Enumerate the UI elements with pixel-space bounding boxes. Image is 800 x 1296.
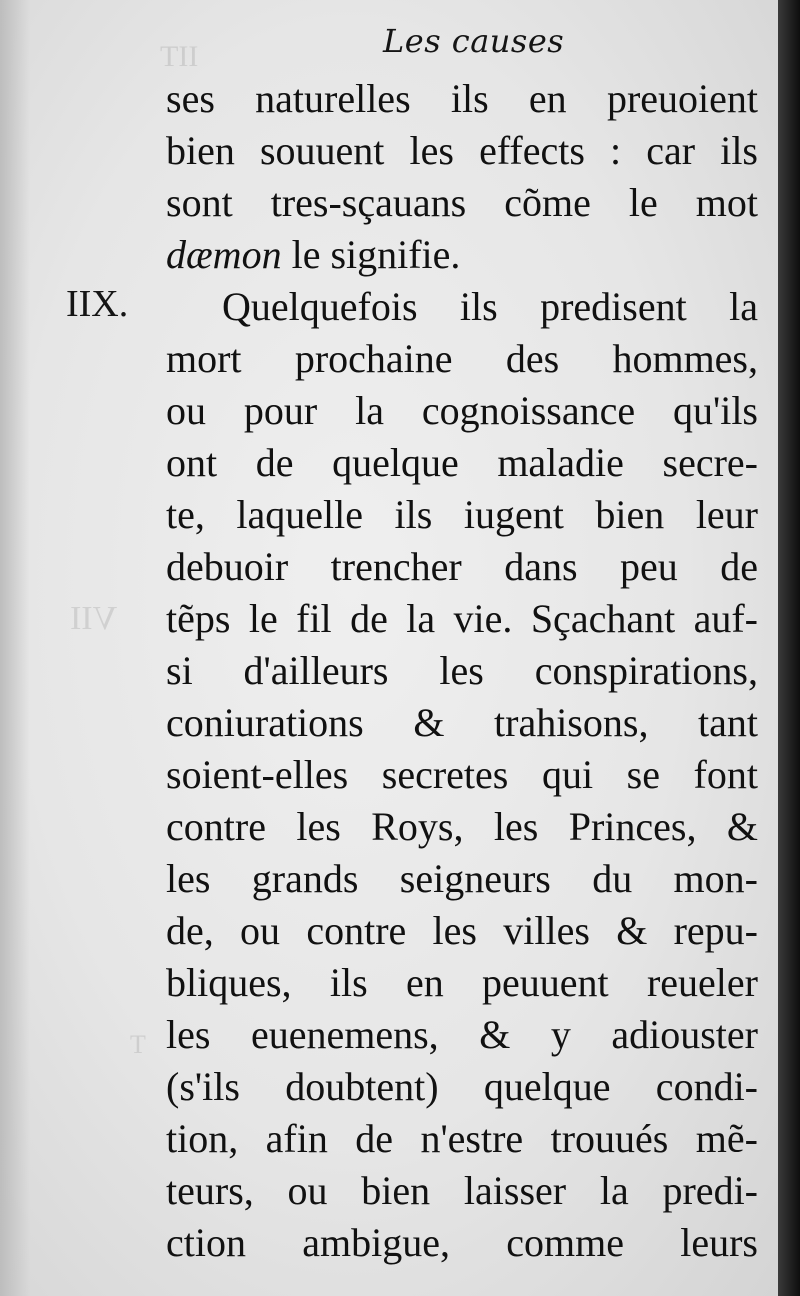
text-line: de, ou contre les villes & repu-: [166, 908, 758, 953]
text-line: bliques, ils en peuuent reueler: [166, 960, 758, 1005]
text-line: tẽps le fil de la vie. Sçachant auf-: [166, 596, 758, 641]
text-line: les grands seigneurs du mon-: [166, 856, 758, 901]
text-line: ont de quelque maladie secre-: [166, 440, 758, 485]
text-line: coniurations & trahisons, tant: [166, 700, 758, 745]
text-line-rest: le signifie.: [291, 232, 461, 277]
text-line: bien souuent les effects : car ils: [166, 128, 758, 173]
text-line: contre les Roys, les Princes, &: [166, 804, 758, 849]
text-line: les euenemens, & y adiouster: [166, 1012, 758, 1057]
italic-word: dæmon: [166, 232, 282, 277]
text-line: teurs, ou bien laisser la predi-: [166, 1168, 758, 1213]
text-line: Quelquefois ils predisent la: [222, 284, 758, 329]
show-through-text: IIT: [160, 40, 199, 73]
text-line: te, laquelle ils iugent bien leur: [166, 492, 758, 537]
text-line: si d'ailleurs les conspirations,: [166, 648, 758, 693]
text-line: soient-elles secretes qui se font: [166, 752, 758, 797]
page-gutter-shadow: [0, 0, 30, 1296]
text-line: ses naturelles ils en preuoient: [166, 76, 758, 121]
text-line: mort prochaine des hommes,: [166, 336, 758, 381]
show-through-text: VII: [70, 600, 118, 637]
show-through-text: T: [130, 1030, 146, 1059]
text-line: ction ambigue, comme leurs: [166, 1220, 758, 1265]
text-line: (s'ils doubtent) quelque condi-: [166, 1064, 758, 1109]
text-line: sont tres-sçauans cõme le mot: [166, 180, 758, 225]
running-head: Les causes: [383, 22, 565, 60]
text-line: ou pour la cognoissance qu'ils: [166, 388, 758, 433]
book-binding-edge: [778, 0, 800, 1296]
marginal-section-number: IIX.: [66, 283, 129, 325]
text-line: debuoir trencher dans peu de: [166, 544, 758, 589]
text-line: tion, afin de n'estre trouués mẽ-: [166, 1116, 758, 1161]
text-line: [166, 228, 758, 282]
